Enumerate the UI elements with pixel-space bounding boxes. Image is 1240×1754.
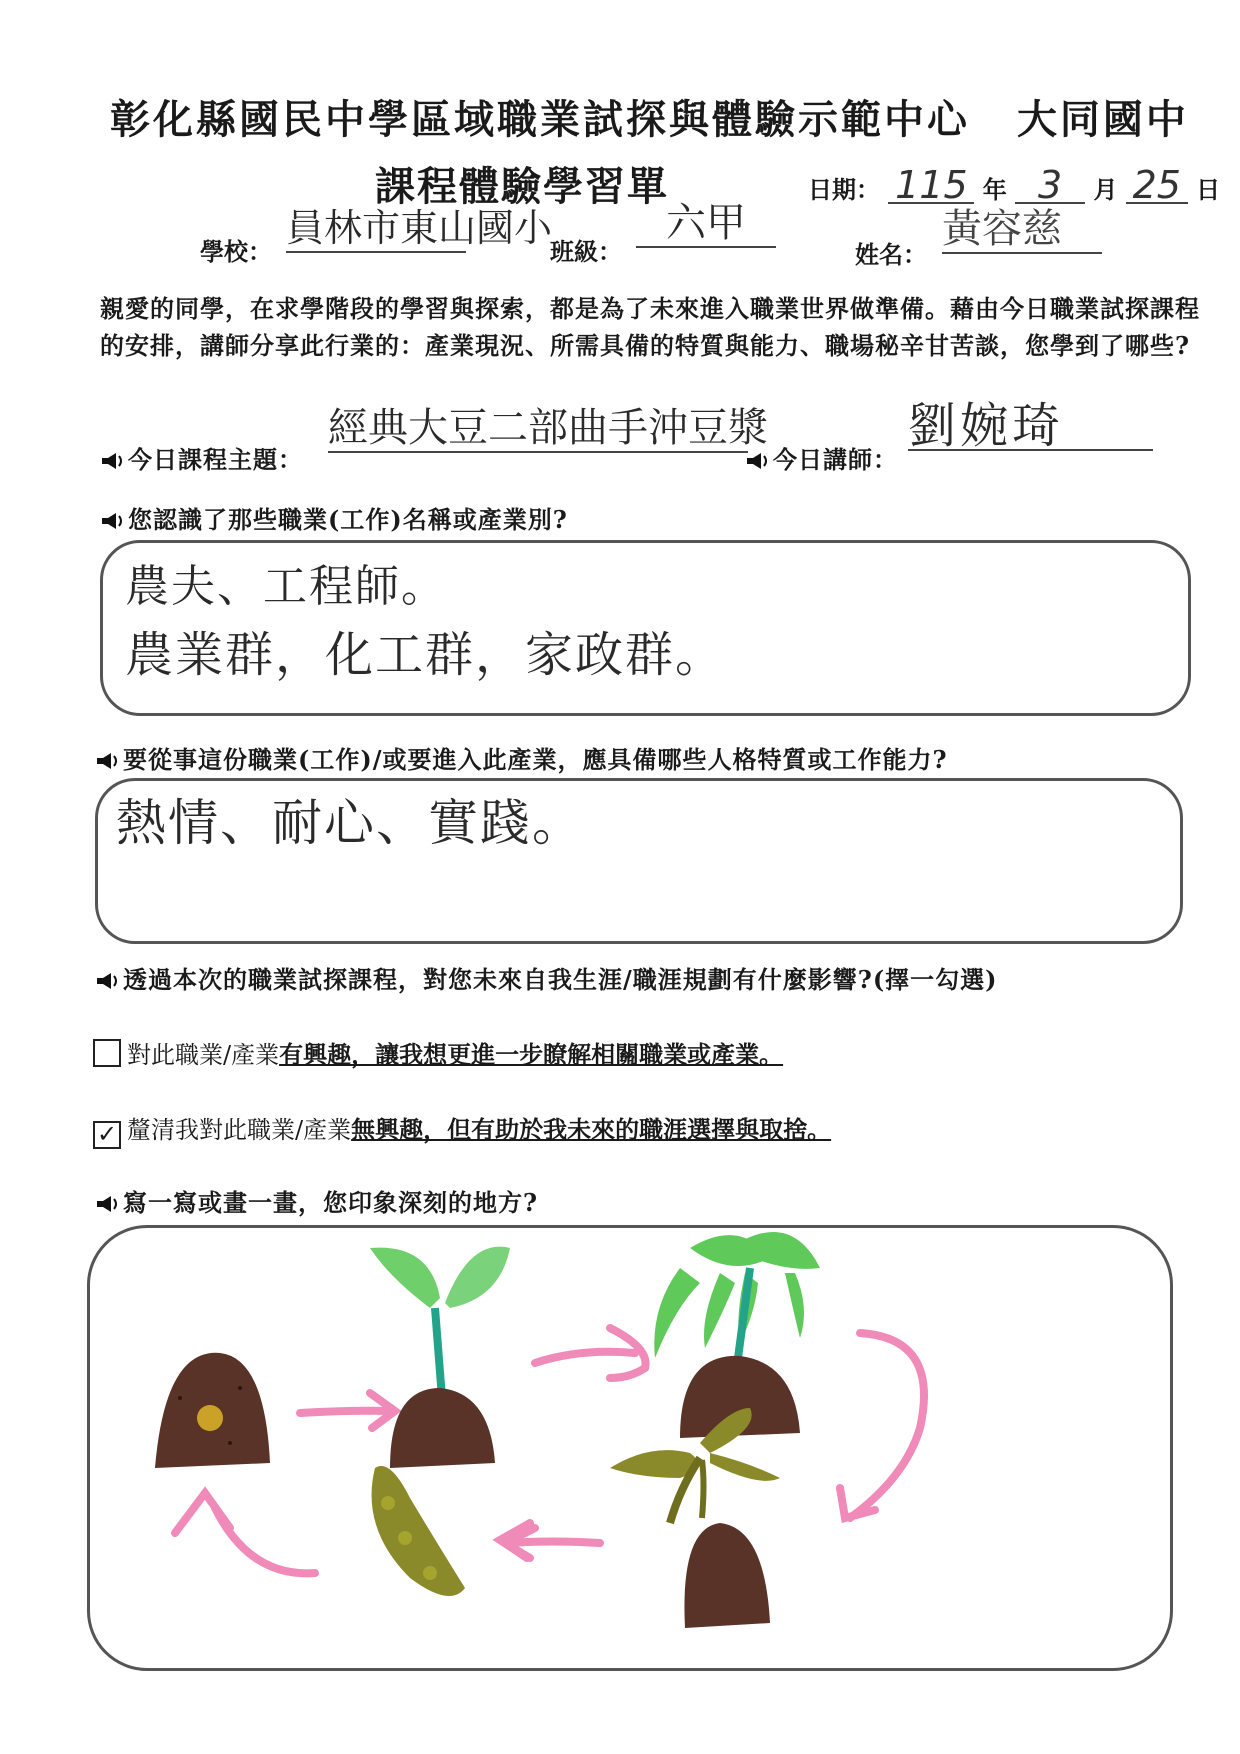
option1-emphasis: 有興趣，讓我想更進一步瞭解相關職業或產業。 — [279, 1040, 784, 1069]
option1-prefix: 對此職業/產業 — [127, 1041, 280, 1069]
worksheet-title — [110, 88, 1189, 145]
date-year: 115 — [888, 168, 974, 204]
date-day-unit: 日 — [1196, 175, 1221, 204]
worksheet-subtitle: 課程體驗學習單 — [375, 163, 669, 210]
q1-question: 您認識了那些職業(工作)名稱或產業別? — [128, 505, 568, 534]
date-month-unit: 月 — [1093, 175, 1118, 204]
q2-question: 要從事這份職業(工作)/或要進入此產業，應具備哪些人格特質或工作能力? — [123, 745, 948, 774]
plant-drawing — [610, 1408, 780, 1628]
arrow-left-icon — [500, 1523, 600, 1558]
host-school: 大同國中 — [1016, 96, 1189, 143]
q2-answer: 熱情、耐心、實踐。 — [116, 794, 584, 852]
arrow-up-icon — [175, 1493, 315, 1573]
q3-question: 透過本次的職業試探課程，對您未來自我生涯/職涯規劃有什麼影響?(擇一勾選) — [123, 965, 998, 994]
q4-row — [95, 1183, 538, 1218]
q1-answer-line1: 農夫、工程師。 — [125, 561, 447, 612]
bean-growth-drawing — [90, 1228, 1170, 1668]
option2-emphasis: 無興趣，但有助於我未來的職涯選擇與取捨。 — [351, 1115, 832, 1144]
q1-answer-line2: 農業群，化工群，家政群。 — [125, 627, 726, 683]
school-label: 學校： — [200, 237, 272, 266]
speaker-icon — [95, 752, 121, 770]
q4-question: 寫一寫或畫一畫，您印象深刻的地方? — [123, 1188, 539, 1217]
date-label: 日期： — [808, 175, 880, 204]
date-year-unit: 年 — [982, 175, 1007, 204]
speaker-icon — [95, 972, 121, 990]
speaker-icon — [745, 452, 771, 470]
school-field[interactable]: 員林市東山國小 — [286, 205, 466, 253]
topic-label-row — [100, 440, 303, 475]
intro-paragraph: 親愛的同學，在求學階段的學習與探索，都是為了未來進入職業世界做準備。藉由今日職業試探課程的安排，講師分享此行業的：產業現況、所需具備的特質與能力、職場秘辛甘苦談，您學到了哪些? — [100, 294, 1200, 360]
seed-drawing — [155, 1353, 270, 1468]
speaker-icon — [95, 1195, 121, 1213]
seedling-drawing — [654, 1232, 820, 1438]
checkbox-not-interested[interactable]: ✓ — [93, 1121, 121, 1149]
center-title: 彰化縣國民中學區域職業試探與體驗示範中心 — [110, 96, 970, 143]
option2-prefix: 釐清我對此職業/產業 — [127, 1116, 352, 1144]
q2-row — [95, 740, 948, 775]
date-month: 3 — [1015, 168, 1085, 204]
option-interested[interactable] — [93, 1035, 783, 1070]
q1-answer-box[interactable] — [100, 540, 1191, 716]
arrow-curve-icon — [840, 1333, 924, 1518]
name-label: 姓名： — [855, 240, 927, 269]
name-field[interactable]: 黃容慈 — [942, 206, 1102, 254]
topic-field[interactable]: 經典大豆二部曲手沖豆漿 — [328, 405, 768, 451]
speaker-icon — [100, 452, 126, 470]
q1-row — [100, 500, 568, 535]
teacher-field[interactable]: 劉婉琦 — [908, 403, 1153, 451]
checkbox-interested[interactable] — [93, 1039, 121, 1067]
option-not-interested[interactable] — [93, 1110, 831, 1149]
date-row — [808, 163, 1221, 207]
arrow-right-icon — [535, 1328, 646, 1378]
bean-pod-drawing — [372, 1466, 465, 1596]
class-field[interactable]: 六甲 — [636, 200, 776, 248]
speaker-icon — [100, 512, 126, 530]
sprout-drawing — [370, 1247, 510, 1468]
teacher-label-row — [745, 440, 898, 475]
arrow-right-icon — [300, 1393, 395, 1428]
teacher-label: 今日講師： — [773, 445, 898, 474]
q3-row — [95, 960, 998, 995]
drawing-box[interactable] — [87, 1225, 1173, 1671]
date-day: 25 — [1126, 168, 1188, 204]
class-label: 班級： — [550, 237, 622, 266]
topic-label: 今日課程主題： — [128, 445, 303, 474]
q2-answer-box[interactable] — [95, 778, 1183, 944]
